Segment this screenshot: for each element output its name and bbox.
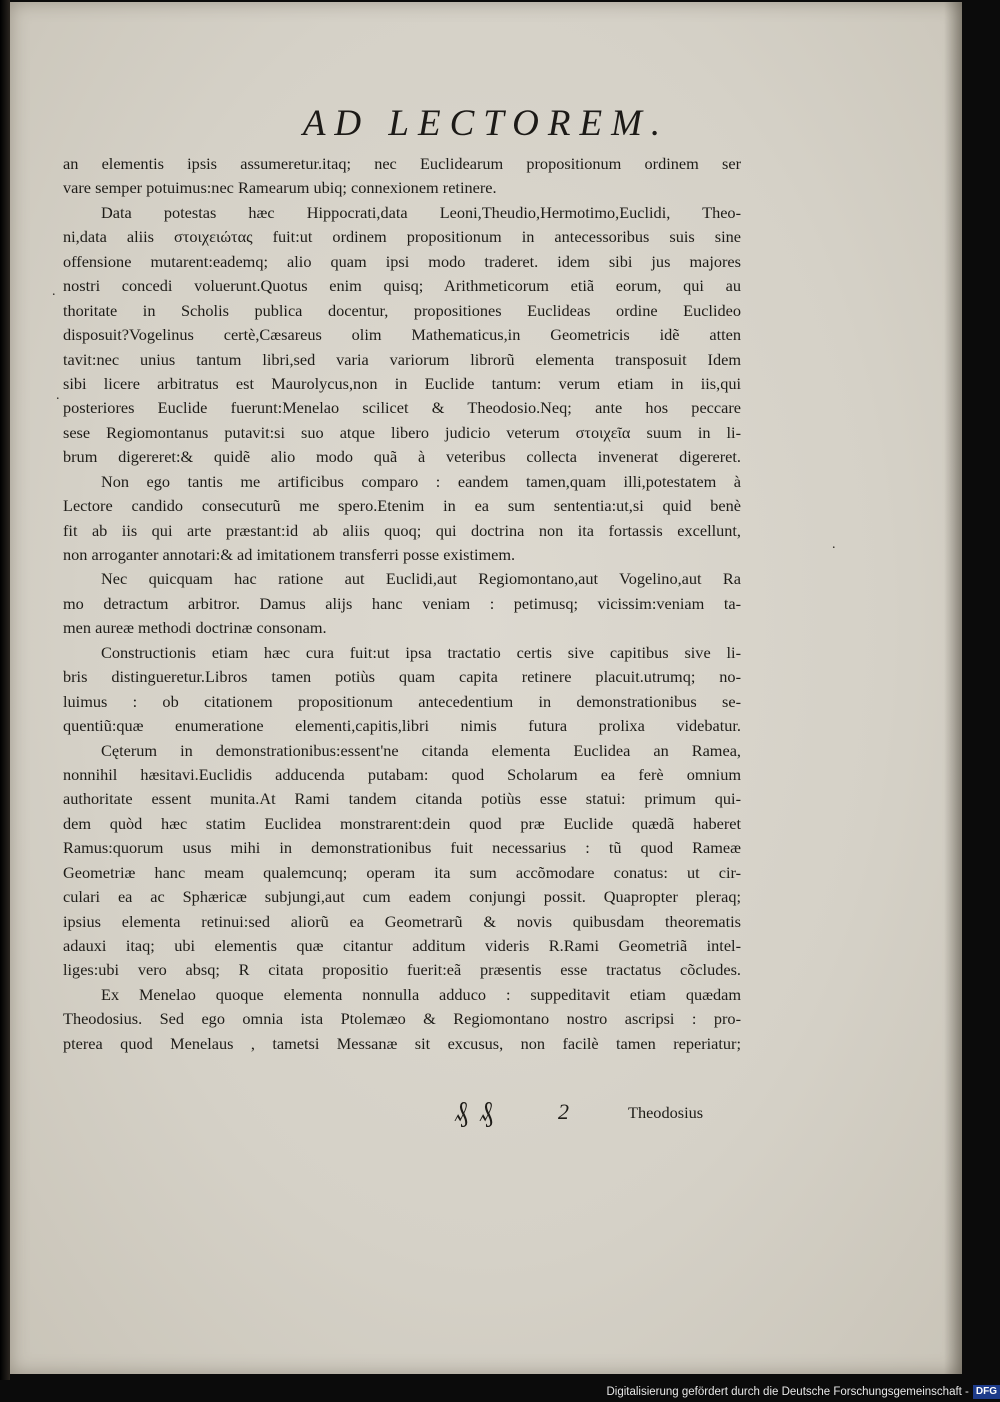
text-line: nonnihil hæsitavi.Euclidis adducenda putabam: quod Scholarum ea ferè omnium bbox=[63, 764, 741, 784]
text-line: pterea quod Menelaus , tametsi Messanæ sit excusus, non facilè tamen reperiatur; bbox=[63, 1033, 741, 1053]
text-line: Constructionis etiam hæc cura fuit:ut ipsa tractatio certis sive capitibus sive li- bbox=[101, 642, 741, 662]
text-line: Nec quicquam hac ratione aut Euclidi,aut Regiomontano,aut Vogelino,aut Ra bbox=[101, 569, 741, 589]
page-heading: AD LECTOREM. bbox=[302, 103, 670, 144]
text-line: dem quòd hæc statim Euclidea monstrarent:dein quod præ Euclide quædã haberet bbox=[63, 813, 741, 833]
text-line: culari ea ac Sphæricæ subjungi,aut cum eadem conjungi possit. Quapropter pleraq; bbox=[63, 887, 741, 907]
text-line: fit ab iis qui arte præstant:id ab aliis quoq; qui doctrina non ita fortassis excellunt, bbox=[63, 520, 741, 540]
text-line: posteriores Euclide fuerunt:Menelao scilicet & Theodosio.Neq; ante hos peccare bbox=[63, 398, 741, 418]
margin-dot: . bbox=[56, 388, 60, 403]
text-line: Ex Menelao quoque elementa nonnulla adduco : suppeditavit etiam quædam bbox=[101, 984, 741, 1004]
text-line: mo detractum arbitror. Damus alijs hanc veniam : petimusq; vicissim:veniam ta- bbox=[63, 593, 741, 613]
text-line: luimus : ob citationem propositionum antecedentium in demonstrationibus se- bbox=[63, 691, 741, 711]
text-line: non arroganter annotari:& ad imitationem transferri posse existimem. bbox=[63, 545, 516, 564]
text-line: bris distingueretur.Libros tamen potiùs quam capita retinere placuit.utrumq; no- bbox=[63, 667, 741, 687]
text-line: Data potestas hæc Hippocrati,data Leoni,Theudio,Hermotimo,Euclidi, Theo- bbox=[101, 202, 741, 222]
credit-text: Digitalisierung gefördert durch die Deutsche Forschungsgemeinschaft - bbox=[606, 1386, 969, 1398]
text-line: tavit:nec unius tantum libri,sed varia variorum librorũ elementa transposuit Idem bbox=[63, 349, 741, 369]
digitization-credit bbox=[600, 1382, 1000, 1402]
text-line: disposuit?Vogelinus certè,Cæsareus olim Mathematicus,in Geometricis idẽ atten bbox=[63, 325, 741, 345]
text-line: quentiũ:quæ enumeratione elementi,capitis,libri nimis futura prolixa videbatur. bbox=[63, 716, 741, 736]
text-line: an elementis ipsis assumeretur.itaq; nec Euclidearum propositionum ordinem ser bbox=[63, 154, 741, 173]
dfg-logo: DFG bbox=[973, 1385, 1000, 1399]
text-line: Cęterum in demonstrationibus:essent'ne citanda elementa Euclidea an Ramea, bbox=[101, 740, 741, 760]
text-line: sibi licere arbitratus est Maurolycus,non in Euclide tantum: verum etiam in iis,qui bbox=[63, 373, 741, 393]
text-line: liges:ubi vero absq; R citata propositio fuerit:eã præsentis esse tractatus cõcludes. bbox=[63, 960, 741, 980]
body-text bbox=[63, 152, 741, 1056]
book-page bbox=[10, 2, 962, 1374]
catchword: Theodosius bbox=[628, 1103, 704, 1122]
text-line: sese Regiomontanus putavit:si suo atque libero judicio veterum στοιχεῖα suum in li- bbox=[63, 422, 741, 442]
printer-ornament: ₰ ₰ bbox=[454, 1097, 495, 1128]
text-line: Geometriæ hanc meam qualemcunq; operam ita sum accõmodare conatus: ut cir- bbox=[63, 862, 741, 882]
text-line: adauxi itaq; ubi elementis quæ citantur additum videris R.Rami Geometriã intel- bbox=[63, 936, 741, 955]
scan-border bbox=[0, 0, 10, 1380]
text-line: men aureæ methodi doctrinæ consonam. bbox=[63, 618, 327, 638]
text-line: ni,data aliis στοιχειώτας fuit:ut ordinem propositionum in antecessoribus suis sine bbox=[63, 227, 741, 247]
text-line: thoritate in Scholis publica docentur, propositiones Euclideas ordine Euclideo bbox=[63, 300, 741, 320]
margin-dot: . bbox=[832, 537, 836, 552]
text-line: ipsius elementa retinui:sed aliorũ ea Geometrarũ & novis quibusdam theorematis bbox=[63, 911, 741, 931]
text-line: vare semper potuimus:nec Ramearum ubiq; connexionem retinere. bbox=[63, 178, 497, 198]
text-line: brum digereret:& quidẽ alio modo quã à veteribus collecta invenerat digereret. bbox=[63, 447, 741, 467]
signature-mark: 2 bbox=[558, 1099, 569, 1124]
text-line: Non ego tantis me artificibus comparo : eandem tamen,quam illi,potestatem à bbox=[101, 471, 741, 491]
text-line: Ramus:quorum usus mihi in demonstrationibus fuit necessarius : tũ quod Rameæ bbox=[63, 838, 741, 858]
text-line: Lectore candido consecuturũ me spero.Etenim in ea sum sententia:ut,si quid benè bbox=[63, 496, 741, 516]
text-line: Theodosius. Sed ego omnia ista Ptolemæo & Regiomontano nostro ascripsi : pro- bbox=[63, 1009, 741, 1029]
text-line: authoritate essent munita.At Rami tandem citanda potiùs esse statui: primum qui- bbox=[63, 789, 741, 809]
margin-dot: . bbox=[52, 284, 56, 299]
text-line: offensione mutarent:eademq; alio quam ipsi modo traderet. idem sibi jus majores bbox=[63, 251, 741, 271]
page-gutter-shadow bbox=[944, 2, 962, 1374]
text-line: nostri concedi voluerunt.Quotus enim quisq; Arithmeticorum etiã eorum, qui au bbox=[63, 276, 741, 296]
page-footer bbox=[10, 1097, 962, 1133]
